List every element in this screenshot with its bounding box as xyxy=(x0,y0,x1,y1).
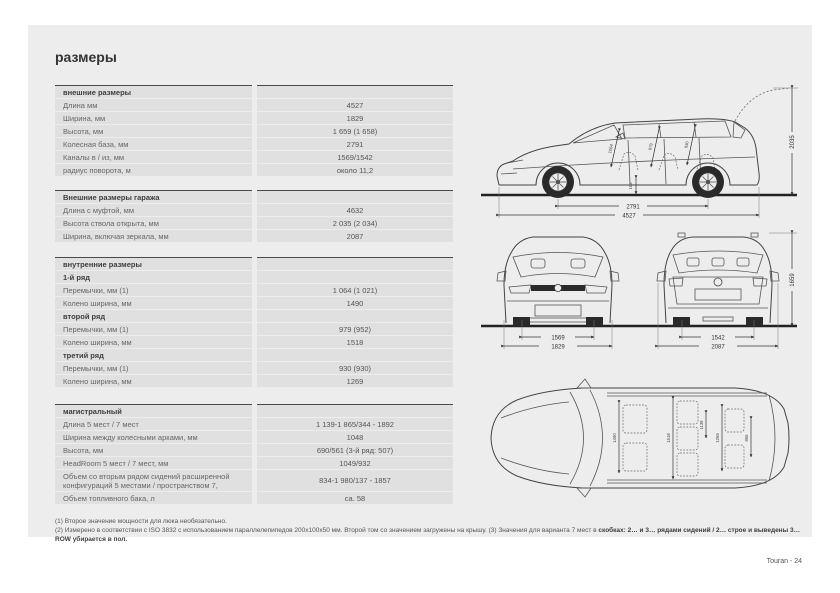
front-rear-drawing xyxy=(473,225,805,357)
row-value: 2791 xyxy=(257,138,453,150)
row-label: Длина мм xyxy=(55,99,252,111)
vw-badge xyxy=(714,278,722,286)
table-row xyxy=(55,404,453,417)
table-row xyxy=(55,470,453,491)
row-label: Каналы в / из, мм xyxy=(55,151,252,163)
table-row xyxy=(55,375,453,387)
row-label: Перемычки, мм (1) xyxy=(55,284,252,296)
row-value: 1269 xyxy=(257,375,453,387)
dim-label-row1-shoulder: 1490 xyxy=(612,433,617,443)
row-value xyxy=(257,271,453,283)
side-view-drawing xyxy=(473,77,805,225)
rear-wheel xyxy=(692,166,724,198)
table-row xyxy=(55,297,453,309)
row-label: Перемычки, мм (1) xyxy=(55,362,252,374)
spec-table xyxy=(55,85,453,176)
footnote-2 xyxy=(55,526,803,544)
footnotes xyxy=(55,517,803,544)
table-row xyxy=(55,310,453,322)
table-row xyxy=(55,125,453,137)
row-value: 690/561 (3-й ряд: 507) xyxy=(257,444,453,456)
table-row xyxy=(55,190,453,203)
row-label: Высота, мм xyxy=(55,125,252,137)
row-value: 1048 xyxy=(257,431,453,443)
dim-label-height: 1659 xyxy=(790,273,796,287)
dim-label-front-width: 1829 xyxy=(551,344,565,351)
table-row xyxy=(55,99,453,111)
front-view xyxy=(497,237,619,351)
row-value: 1 139-1 865/344 - 1892 xyxy=(257,418,453,430)
dim-label-length: 4527 xyxy=(622,213,636,220)
table-row xyxy=(55,271,453,283)
row-value xyxy=(257,190,453,203)
row-value: 1569/1542 xyxy=(257,151,453,163)
dim-label-headroom3: 930 xyxy=(683,140,690,149)
row-value: 1829 xyxy=(257,112,453,124)
seat-row2 xyxy=(659,153,678,170)
row-value xyxy=(257,310,453,322)
row-value: 4527 xyxy=(257,99,453,111)
row-label: 1-й ряд xyxy=(55,271,252,283)
dim-label-sill: 163 xyxy=(628,182,633,190)
table-row xyxy=(55,112,453,124)
dim-label-front-track: 1569 xyxy=(551,335,565,342)
row-label: третий ряд xyxy=(55,349,252,361)
table-row xyxy=(55,164,453,176)
table-row xyxy=(55,284,453,296)
row-label: внутренние размеры xyxy=(55,257,252,270)
top-view-drawing xyxy=(473,363,805,513)
table-row xyxy=(55,85,453,98)
row-label: внешние размеры xyxy=(55,85,252,98)
dim-label-wheelbase: 2791 xyxy=(626,204,640,211)
row-value: 930 (930) xyxy=(257,362,453,374)
row-value: 1518 xyxy=(257,336,453,348)
dim-label-cargo-length: 1139 xyxy=(699,420,704,430)
left-taillight xyxy=(669,278,683,286)
row-value: 4632 xyxy=(257,204,453,216)
row-value xyxy=(257,349,453,361)
page-title: размеры xyxy=(55,49,117,65)
license-plate xyxy=(535,305,581,316)
top-view xyxy=(491,379,789,497)
row-value xyxy=(257,85,453,98)
right-headlight xyxy=(585,285,607,293)
table-row xyxy=(55,492,453,504)
row-label: Высота, мм xyxy=(55,444,252,456)
row-label: Ширина между колесными арками, мм xyxy=(55,431,252,443)
footnote-2-text: (2) Измерено в соответствии с ISO 3832 с использованием параллелепипедов 200x100x50 мм. Второй том со значением загружены на крышу. (3) Значения для варианта 7 мест в xyxy=(55,527,597,534)
row-label: Объем со вторым рядом сидений расширенной конфигураций 5 местами / пространством 7, xyxy=(55,470,252,491)
row-value xyxy=(257,257,453,270)
spec-tables xyxy=(55,85,453,505)
footnote-2-bold: скобках: 2… и 3… рядами сидений / 2… строе и выведены 3… ROW убирается в пол. xyxy=(55,527,801,543)
spec-table xyxy=(55,257,453,387)
page-number: Touran - 24 xyxy=(766,558,802,565)
dim-label-headroom2: 979 xyxy=(647,142,654,151)
open-tailgate-line xyxy=(735,88,790,121)
rear-view xyxy=(657,233,779,351)
dim-label-headroom1: 1064 xyxy=(607,143,614,154)
row-label: радиус поворота, м xyxy=(55,164,252,176)
footnote-1: (1) Второе значение мощности для люка необязательно. xyxy=(55,518,227,525)
row-label: Колено ширина, мм xyxy=(55,297,252,309)
row-value: около 11,2 xyxy=(257,164,453,176)
table-row xyxy=(55,323,453,335)
right-mirror xyxy=(577,488,591,497)
right-tire xyxy=(586,317,603,326)
row-label: Внешние размеры гаража xyxy=(55,190,252,203)
left-headlight xyxy=(509,285,531,293)
row-label: Высота ствола открыта, мм xyxy=(55,217,252,229)
spec-table xyxy=(55,190,453,242)
table-row xyxy=(55,257,453,270)
vw-badge xyxy=(554,284,561,291)
row-value: 1 064 (1 021) xyxy=(257,284,453,296)
dim-label-rear-width: 2087 xyxy=(711,344,725,351)
dim-label-rear-track: 1542 xyxy=(711,335,725,342)
row-label: Перемычки, мм (1) xyxy=(55,323,252,335)
roof-rail-left xyxy=(678,233,685,237)
dim-label-row3-shoulder: 1269 xyxy=(715,433,720,443)
table-row xyxy=(55,444,453,456)
left-tire xyxy=(513,317,530,326)
row-label: Колено ширина, мм xyxy=(55,336,252,348)
row-label: магистральный xyxy=(55,404,252,417)
table-row xyxy=(55,431,453,443)
row-value: 1049/932 xyxy=(257,457,453,469)
table-row xyxy=(55,457,453,469)
right-taillight xyxy=(753,278,767,286)
table-row xyxy=(55,151,453,163)
front-wheel xyxy=(542,166,574,198)
row-label: Колено ширина, мм xyxy=(55,375,252,387)
table-row xyxy=(55,204,453,216)
table-row xyxy=(55,138,453,150)
row-label: HeadRoom 5 мест / 7 мест, мм xyxy=(55,457,252,469)
table-row xyxy=(55,418,453,430)
dim-label-row2-shoulder: 1518 xyxy=(666,433,671,443)
table-row xyxy=(55,217,453,229)
row-label: Колесная база, мм xyxy=(55,138,252,150)
row-label: Длина с муфтой, мм xyxy=(55,204,252,216)
row-value: 1 659 (1 658) xyxy=(257,125,453,137)
row-label: Объем топливного бака, л xyxy=(55,492,252,504)
row-label: Длина 5 мест / 7 мест xyxy=(55,418,252,430)
row-label: Ширина, включая зеркала, мм xyxy=(55,230,252,242)
right-tire xyxy=(746,317,763,326)
table-row xyxy=(55,362,453,374)
spec-page-card xyxy=(28,25,812,543)
row-label: Ширина, мм xyxy=(55,112,252,124)
row-value: 979 (952) xyxy=(257,323,453,335)
roof-rail-right xyxy=(751,233,758,237)
dim-label-open-height: 2035 xyxy=(790,135,796,149)
row-value: 834-1 980/137 - 1857 xyxy=(257,470,453,491)
table-row xyxy=(55,230,453,242)
dim-label-cargo-width: 865 xyxy=(744,434,749,442)
table-row xyxy=(55,349,453,361)
row-label: второй ряд xyxy=(55,310,252,322)
table-row xyxy=(55,336,453,348)
spec-table xyxy=(55,404,453,504)
row-value: 2087 xyxy=(257,230,453,242)
row-value: 2 035 (2 034) xyxy=(257,217,453,229)
left-tire xyxy=(673,317,690,326)
row-value xyxy=(257,404,453,417)
left-mirror xyxy=(577,379,591,388)
license-plate xyxy=(695,289,741,300)
row-value: ca. 58 xyxy=(257,492,453,504)
row-value: 1490 xyxy=(257,297,453,309)
